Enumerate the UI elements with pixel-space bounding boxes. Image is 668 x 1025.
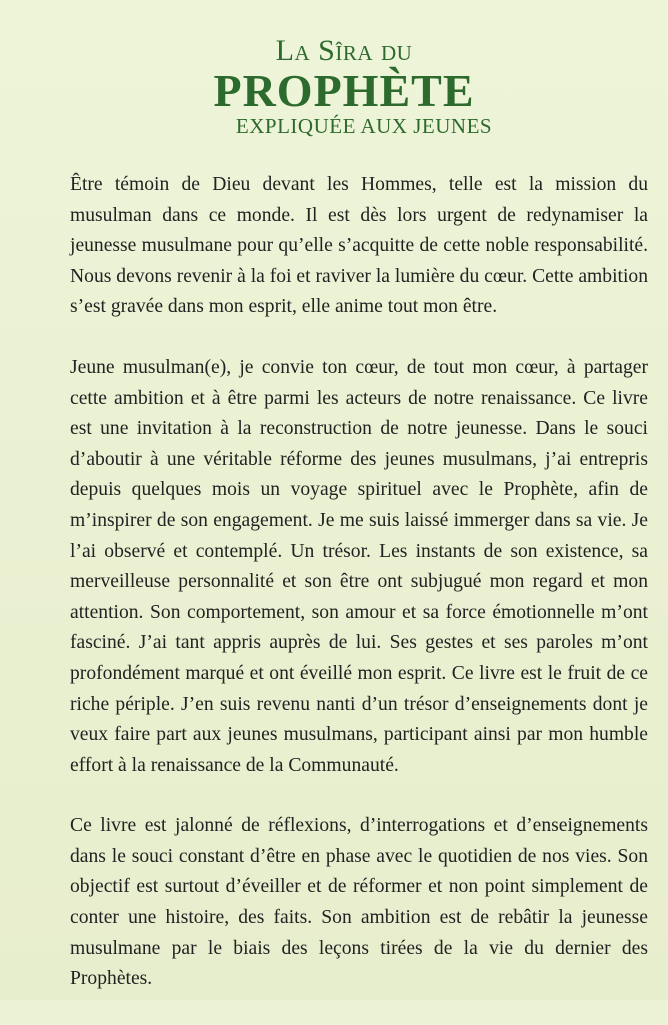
blurb-text — [70, 170, 648, 1025]
paragraph-1: Être témoin de Dieu devant les Hommes, telle est la mission du musulman dans ce monde. Il est dès lors urgent de redynamiser la jeunesse musulmane pour qu’elle s’acquitte de cette noble responsabilité. Nous devons revenir à la foi et raviver la lumière du cœur. Cette ambition s’est gravée dans mon esprit, elle anime tout mon être. — [70, 174, 648, 318]
title-line-2: PROPHÈTE — [213, 65, 475, 116]
paragraph-2: Jeune musulman(e), je convie ton cœur, de tout mon cœur, à partager cette ambition et à être parmi les acteurs de notre renaissance. Ce livre est une invitation à la reconstruction de notre jeunesse. Dans le souci d’aboutir à une véritable réforme des jeunes musulmans, j’ai entrepris depuis quelques mois un voyage spirituel avec le Prophète, afin de m’inspirer de son engagement. Je me suis laissé immerger dans sa vie. Je l’ai observé et contemplé. Un trésor. Les instants de son existence, sa merveilleuse personnalité et son être ont subjugué mon regard et mon attention. Son comportement, son amour et sa force émotionnelle m’ont fasciné. J’ai tant appris auprès de lui. Ses gestes et ses paroles m’ont profondément marqué et ont éveillé mon esprit. Ce livre est le fruit de ce riche périple. J’en suis revenu nanti d’un trésor d’enseignements dont je veux faire part aux jeunes musulmans, participant ainsi par mon humble effort à la renaissance de la Communauté. — [70, 356, 648, 776]
paragraph-3: Ce livre est jalonné de réflexions, d’interrogations et d’enseignements dans le souci constant d’être en phase avec le quotidien de nos vies. Son objectif est surtout d’éveiller et de réformer et non point simplement de conter une histoire, des faits. Son ambition est de rebâtir la jeunesse musulmane par le biais des leçons tirées de la vie du dernier des Prophètes. — [70, 815, 648, 990]
title-subtitle: EXPLIQUÉE AUX JEUNES — [235, 114, 493, 138]
book-title — [0, 34, 668, 138]
title-line-1: La Sîra du — [275, 34, 413, 67]
